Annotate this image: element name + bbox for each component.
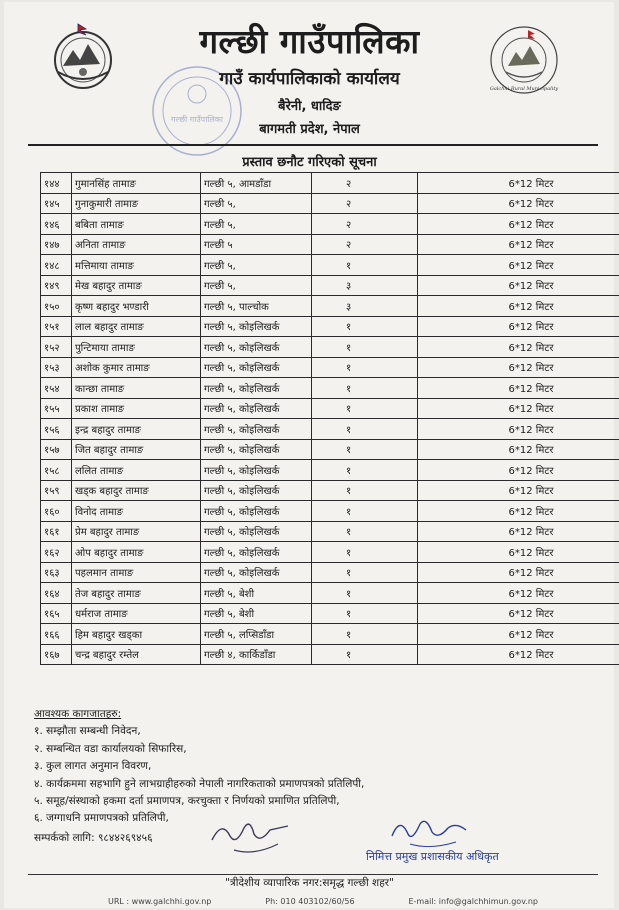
plot-count-cell: १ <box>312 624 418 645</box>
plot-count-cell: १ <box>312 378 418 399</box>
address-cell: गल्छी ५, कोइलिखर्क <box>201 542 312 563</box>
svg-text:गल्छी गाउँपालिका: गल्छी गाउँपालिका <box>170 115 224 124</box>
office-subtitle: गाउँ कार्यपालिकाको कार्यालय <box>219 69 400 89</box>
plot-size-cell: 6*12 मिटर <box>418 542 619 563</box>
slogan: "त्रीदेशीय व्यापारिक नगर:समृद्ध गल्छी शहर" <box>225 877 394 889</box>
plot-count-cell: २ <box>312 173 418 194</box>
address-cell: गल्छी ५, कोइलिखर्क <box>201 337 312 358</box>
serial-cell: १५२ <box>41 337 72 358</box>
address-cell: गल्छी ५, कोइलिखर्क <box>201 419 312 440</box>
plot-count-cell: १ <box>312 255 418 276</box>
plot-size-cell: 6*12 मिटर <box>418 501 619 522</box>
serial-cell: १६२ <box>41 542 72 563</box>
plot-size-cell: 6*12 मिटर <box>418 562 619 583</box>
header-divider <box>28 144 598 146</box>
name-cell: हिम बहादुर खड्का <box>72 624 201 645</box>
serial-cell: १५० <box>41 296 72 317</box>
table-row <box>41 296 619 317</box>
name-cell: जित बहादुर तामाङ <box>72 439 201 460</box>
table-row <box>41 214 619 235</box>
name-cell: प्रकाश तामाङ <box>72 398 201 419</box>
name-cell: अनिता तामाङ <box>72 234 201 255</box>
plot-size-cell: 6*12 मिटर <box>418 603 619 624</box>
notice-title: प्रस्ताव छनौट गरिएको सूचना <box>242 155 377 170</box>
plot-size-cell: 6*12 मिटर <box>418 644 619 665</box>
plot-size-cell: 6*12 मिटर <box>418 398 619 419</box>
plot-count-cell: २ <box>312 193 418 214</box>
name-cell: मत्तिमाया तामाङ <box>72 255 201 276</box>
municipality-title: गल्छी गाउँपालिका <box>199 22 420 61</box>
plot-count-cell: १ <box>312 419 418 440</box>
address-cell: गल्छी ५, कोइलिखर्क <box>201 357 312 378</box>
name-cell: कृष्ण बहादुर भण्डारी <box>72 296 201 317</box>
serial-cell: १५३ <box>41 357 72 378</box>
table-row <box>41 173 619 194</box>
name-cell: बबिता तामाङ <box>72 214 201 235</box>
serial-cell: १६१ <box>41 521 72 542</box>
name-cell: ललित तामाङ <box>72 460 201 481</box>
serial-cell: १४८ <box>41 255 72 276</box>
name-cell: इन्द्र बहादुर तामाङ <box>72 419 201 440</box>
table-row <box>41 603 619 624</box>
address-cell: गल्छी ५, कोइलिखर्क <box>201 398 312 419</box>
table-row <box>41 460 619 481</box>
table-row <box>41 316 619 337</box>
footer-divider <box>28 874 598 875</box>
address-cell: गल्छी ५, आमडाँडा <box>201 173 312 194</box>
name-cell: मेख बहादुर तामाङ <box>72 275 201 296</box>
footer-url[interactable]: URL : www.galchhi.gov.np <box>108 897 212 906</box>
name-cell: अशोक कुमार तामाङ <box>72 357 201 378</box>
plot-count-cell: १ <box>312 562 418 583</box>
name-cell: खड्क बहादुर तामाङ <box>72 480 201 501</box>
address-cell: गल्छी ५, <box>201 275 312 296</box>
serial-cell: १६५ <box>41 603 72 624</box>
svg-text:Galchhi Rural Municipality: Galchhi Rural Municipality <box>489 86 559 92</box>
table-row <box>41 275 619 296</box>
plot-count-cell: १ <box>312 480 418 501</box>
table-row <box>41 562 619 583</box>
plot-count-cell: २ <box>312 214 418 235</box>
plot-count-cell: १ <box>312 439 418 460</box>
name-cell: पहलमान तामाङ <box>72 562 201 583</box>
table-row <box>41 337 619 358</box>
serial-cell: १६७ <box>41 644 72 665</box>
table-row <box>41 234 619 255</box>
serial-cell: १४६ <box>41 214 72 235</box>
plot-size-cell: 6*12 मिटर <box>418 255 619 276</box>
address-cell: गल्छी ५, <box>201 214 312 235</box>
office-location: बैरेनी, धादिङ <box>278 99 341 114</box>
table-row <box>41 439 619 460</box>
address-cell: गल्छी ५, कोइलिखर्क <box>201 439 312 460</box>
address-cell: गल्छी ५, कोइलिखर्क <box>201 378 312 399</box>
table-row <box>41 378 619 399</box>
requirements-heading: आवश्यक कागजातहरु: <box>34 708 122 720</box>
requirement-item: ४. कार्यक्रममा सहभागि हुने लाभग्राहीहरुको नेपाली नागरिकताको प्रमाणपत्रको प्रतिलिपी, <box>34 777 365 790</box>
plot-size-cell: 6*12 मिटर <box>418 460 619 481</box>
requirement-item: ३. कुल लागत अनुमान विवरण, <box>34 760 152 773</box>
serial-cell: १४७ <box>41 234 72 255</box>
address-cell: गल्छी ५, कोइलिखर्क <box>201 460 312 481</box>
address-cell: गल्छी ५ <box>201 234 312 255</box>
table-row <box>41 255 619 276</box>
name-cell: चन्द्र बहादुर रम्तेल <box>72 644 201 665</box>
plot-size-cell: 6*12 मिटर <box>418 357 619 378</box>
plot-size-cell: 6*12 मिटर <box>418 234 619 255</box>
name-cell: प्रेम बहादुर तामाङ <box>72 521 201 542</box>
footer-email[interactable]: E-mail: info@galchhimun.gov.np <box>408 897 538 906</box>
name-cell: लाल बहादुर तामाङ <box>72 316 201 337</box>
plot-size-cell: 6*12 मिटर <box>418 480 619 501</box>
table-row <box>41 398 619 419</box>
table-row <box>41 583 619 604</box>
serial-cell: १५४ <box>41 378 72 399</box>
name-cell: गुनाकुमारी तामाङ <box>72 193 201 214</box>
plot-count-cell: १ <box>312 460 418 481</box>
signature-left-icon <box>204 810 296 860</box>
serial-cell: १६० <box>41 501 72 522</box>
serial-cell: १४५ <box>41 193 72 214</box>
address-cell: गल्छी ५, बेशी <box>201 583 312 604</box>
plot-count-cell: १ <box>312 521 418 542</box>
plot-count-cell: १ <box>312 501 418 522</box>
serial-cell: १५५ <box>41 398 72 419</box>
plot-size-cell: 6*12 मिटर <box>418 624 619 645</box>
address-cell: गल्छी ५, कोइलिखर्क <box>201 480 312 501</box>
plot-count-cell: १ <box>312 357 418 378</box>
plot-count-cell: १ <box>312 644 418 665</box>
table-row <box>41 501 619 522</box>
name-cell: ओप बहादुर तामाङ <box>72 542 201 563</box>
serial-cell: १५९ <box>41 480 72 501</box>
requirement-item: १. सम्झौता सम्बन्धी निवेदन, <box>34 725 141 738</box>
plot-size-cell: 6*12 मिटर <box>418 439 619 460</box>
table-row <box>41 542 619 563</box>
serial-cell: १४९ <box>41 275 72 296</box>
plot-size-cell: 6*12 मिटर <box>418 214 619 235</box>
signature-right-icon <box>386 812 472 854</box>
requirement-item: ६. जग्गाधनि प्रमाणपत्रको प्रतिलिपी, <box>34 812 169 825</box>
serial-cell: १६६ <box>41 624 72 645</box>
address-cell: गल्छी ५, <box>201 193 312 214</box>
address-cell: गल्छी ५, <box>201 255 312 276</box>
plot-count-cell: १ <box>312 603 418 624</box>
plot-count-cell: १ <box>312 337 418 358</box>
table-row <box>41 419 619 440</box>
name-cell: गुमानसिंह तामाङ <box>72 173 201 194</box>
plot-count-cell: ३ <box>312 296 418 317</box>
footer-contacts <box>108 897 538 906</box>
table-row <box>41 357 619 378</box>
plot-count-cell: १ <box>312 398 418 419</box>
province-line: बागमती प्रदेश, नेपाल <box>259 122 360 137</box>
requirement-item: २. सम्बन्धित वडा कार्यालयको सिफारिस, <box>34 742 187 755</box>
address-cell: गल्छी ४, कार्किडाँडा <box>201 644 312 665</box>
serial-cell: १६३ <box>41 562 72 583</box>
table-row <box>41 480 619 501</box>
plot-size-cell: 6*12 मिटर <box>418 173 619 194</box>
footer-phone: Ph: 010 403102/60/56 <box>265 897 355 906</box>
name-cell: तेज बहादुर तामाङ <box>72 583 201 604</box>
address-cell: गल्छी ५, कोइलिखर्क <box>201 562 312 583</box>
plot-size-cell: 6*12 मिटर <box>418 583 619 604</box>
plot-count-cell: २ <box>312 234 418 255</box>
plot-size-cell: 6*12 मिटर <box>418 419 619 440</box>
name-cell: पुन्टिमाया तामाङ <box>72 337 201 358</box>
plot-size-cell: 6*12 मिटर <box>418 378 619 399</box>
serial-cell: १५७ <box>41 439 72 460</box>
serial-cell: १४४ <box>41 173 72 194</box>
beneficiary-table <box>40 172 619 665</box>
serial-cell: १५८ <box>41 460 72 481</box>
plot-size-cell: 6*12 मिटर <box>418 521 619 542</box>
serial-cell: १६४ <box>41 583 72 604</box>
requirement-item: ५. समूह/संस्थाको हकमा दर्ता प्रमाणपत्र, करचुक्ता र निर्णयको प्रमाणित प्रतिलिपी, <box>34 795 340 808</box>
address-cell: गल्छी ५, कोइलिखर्क <box>201 521 312 542</box>
plot-size-cell: 6*12 मिटर <box>418 296 619 317</box>
plot-count-cell: १ <box>312 583 418 604</box>
plot-size-cell: 6*12 मिटर <box>418 275 619 296</box>
address-cell: गल्छी ५, कोइलिखर्क <box>201 501 312 522</box>
address-cell: गल्छी ५, लप्सिडाँडा <box>201 624 312 645</box>
contact-number: सम्पर्कको लागि: ९८४४२६९४५६ <box>34 832 153 844</box>
plot-count-cell: १ <box>312 542 418 563</box>
serial-cell: १५१ <box>41 316 72 337</box>
serial-cell: १५६ <box>41 419 72 440</box>
table-row <box>41 644 619 665</box>
plot-size-cell: 6*12 मिटर <box>418 337 619 358</box>
table-row <box>41 624 619 645</box>
address-cell: गल्छी ५, बेशी <box>201 603 312 624</box>
name-cell: कान्छा तामाङ <box>72 378 201 399</box>
plot-size-cell: 6*12 मिटर <box>418 193 619 214</box>
address-cell: गल्छी ५, कोइलिखर्क <box>201 316 312 337</box>
address-cell: गल्छी ५, पाल्चोक <box>201 296 312 317</box>
plot-count-cell: १ <box>312 316 418 337</box>
table-row <box>41 521 619 542</box>
table-row <box>41 193 619 214</box>
officer-designation: निमित्त प्रमुख प्रशासकीय अधिकृत <box>366 850 499 863</box>
plot-count-cell: ३ <box>312 275 418 296</box>
plot-size-cell: 6*12 मिटर <box>418 316 619 337</box>
name-cell: विनोद तामाङ <box>72 501 201 522</box>
name-cell: धर्मराज तामाङ <box>72 603 201 624</box>
